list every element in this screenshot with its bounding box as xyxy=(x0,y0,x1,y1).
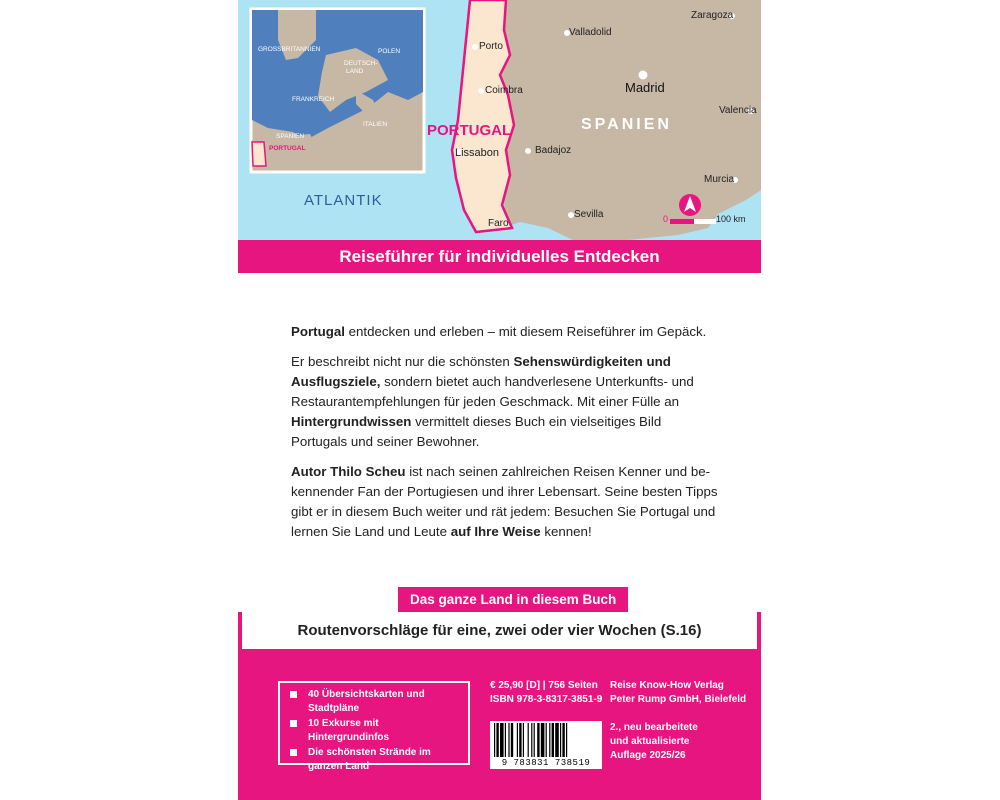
publisher xyxy=(610,679,746,707)
north-arrow xyxy=(679,194,701,216)
portugal-land xyxy=(452,0,514,232)
edition-line-1: 2., neu bearbeitete xyxy=(610,722,698,733)
city-label-zaragoza: Zaragoza xyxy=(691,10,734,21)
scale-bar xyxy=(670,219,716,224)
barcode xyxy=(490,721,602,769)
city-label-valladolid: Valladolid xyxy=(569,27,612,38)
scale-start-label: 0 xyxy=(663,214,669,224)
feature-item: 10 Exkurse mit Hintergrundinfos xyxy=(290,717,462,745)
city-label-sevilla: Sevilla xyxy=(574,209,604,220)
feature-list-box xyxy=(278,681,470,772)
country-label-spain: SPANIEN xyxy=(581,116,672,133)
isbn: ISBN 978-3-8317-3851-9 xyxy=(490,694,603,705)
inset-label-polen: POLEN xyxy=(378,48,401,55)
checkbox-icon xyxy=(290,749,297,756)
city-label-badajoz: Badajoz xyxy=(535,145,572,156)
edition-line-3: Auflage 2025/26 xyxy=(610,750,686,761)
route-suggestions-box: Routenvorschläge für eine, zwei oder vier Wochen (S.16) xyxy=(242,612,757,649)
barcode-number: 9 783831 738519 xyxy=(501,758,591,768)
publisher-line-1: Reise Know-How Verlag xyxy=(610,680,724,691)
city-label-lissabon: Lissabon xyxy=(455,147,500,159)
edition-info xyxy=(610,721,698,763)
description xyxy=(291,322,721,552)
inset-label-italien: ITALIEN xyxy=(363,121,388,128)
edition-line-2: und aktualisierte xyxy=(610,736,690,747)
tagline-bar: Reiseführer für individuelles Entdecken xyxy=(238,240,761,273)
description-paragraph-2: Er beschreibt nicht nur die schönsten Sehenswürdigkeiten und Ausflugsziele, sondern bietet auch handverlesene Unterkunfts- und Restaurantempfehlungen für jeden Geschmack. Mit einer Fülle an Hintergrundwissen vermittelt dieses Buch ein vielseitiges Bild Portugals und seiner Bewohner. xyxy=(291,354,694,449)
city-label-faro: Faro xyxy=(488,218,509,229)
inset-label-spanien: SPANIEN xyxy=(276,133,305,140)
scale-end-label: 100 km xyxy=(716,214,746,224)
checkbox-icon xyxy=(290,691,297,698)
inset-label-deutsch: DEUTSCH- xyxy=(344,60,378,67)
feature-item: Die schönsten Strände im ganzen Land xyxy=(290,746,462,774)
city-label-valencia: Valencia xyxy=(719,105,757,116)
bottom-panel xyxy=(238,612,761,800)
city-label-coimbra: Coimbra xyxy=(485,85,523,96)
city-label-madrid: Madrid xyxy=(625,80,665,95)
inset-label-frankreich: FRANKREICH xyxy=(292,96,335,103)
map xyxy=(238,0,761,240)
country-label-portugal: PORTUGAL xyxy=(427,122,512,139)
book-back-cover xyxy=(238,0,761,800)
description-paragraph-1: Portugal entdecken und erleben – mit diesem Reiseführer im Gepäck. xyxy=(291,324,707,339)
price-pages: € 25,90 [D] | 756 Seiten xyxy=(490,680,598,691)
price-isbn xyxy=(490,679,602,707)
checkbox-icon xyxy=(290,720,297,727)
inset-label-land: LAND xyxy=(346,68,364,75)
whole-country-flag: Das ganze Land in diesem Buch xyxy=(398,587,628,612)
feature-item: 40 Übersichtskarten und Stadtpläne xyxy=(290,688,462,716)
barcode-bars xyxy=(494,723,598,757)
city-label-murcia: Murcia xyxy=(704,174,735,185)
publisher-line-2: Peter Rump GmbH, Bielefeld xyxy=(610,694,747,705)
ocean-label: ATLANTIK xyxy=(304,192,383,209)
city-label-porto: Porto xyxy=(479,41,503,52)
feature-list xyxy=(280,683,468,774)
inset-label-portugal: PORTUGAL xyxy=(269,145,306,152)
description-paragraph-3: Autor Thilo Scheu ist nach seinen zahlreichen Reisen Kenner und bekennender Fan der Portugiesen und ihrer Lebensart. Seine besten Tipps gibt er in diesem Buch weiter und rät jedem: Besuchen Sie Portugal und lernen Sie Land und Leute auf Ihre Weise kennen! xyxy=(291,464,718,539)
inset-label-grossbritannien: GROSSBRITANNIEN xyxy=(258,46,321,53)
